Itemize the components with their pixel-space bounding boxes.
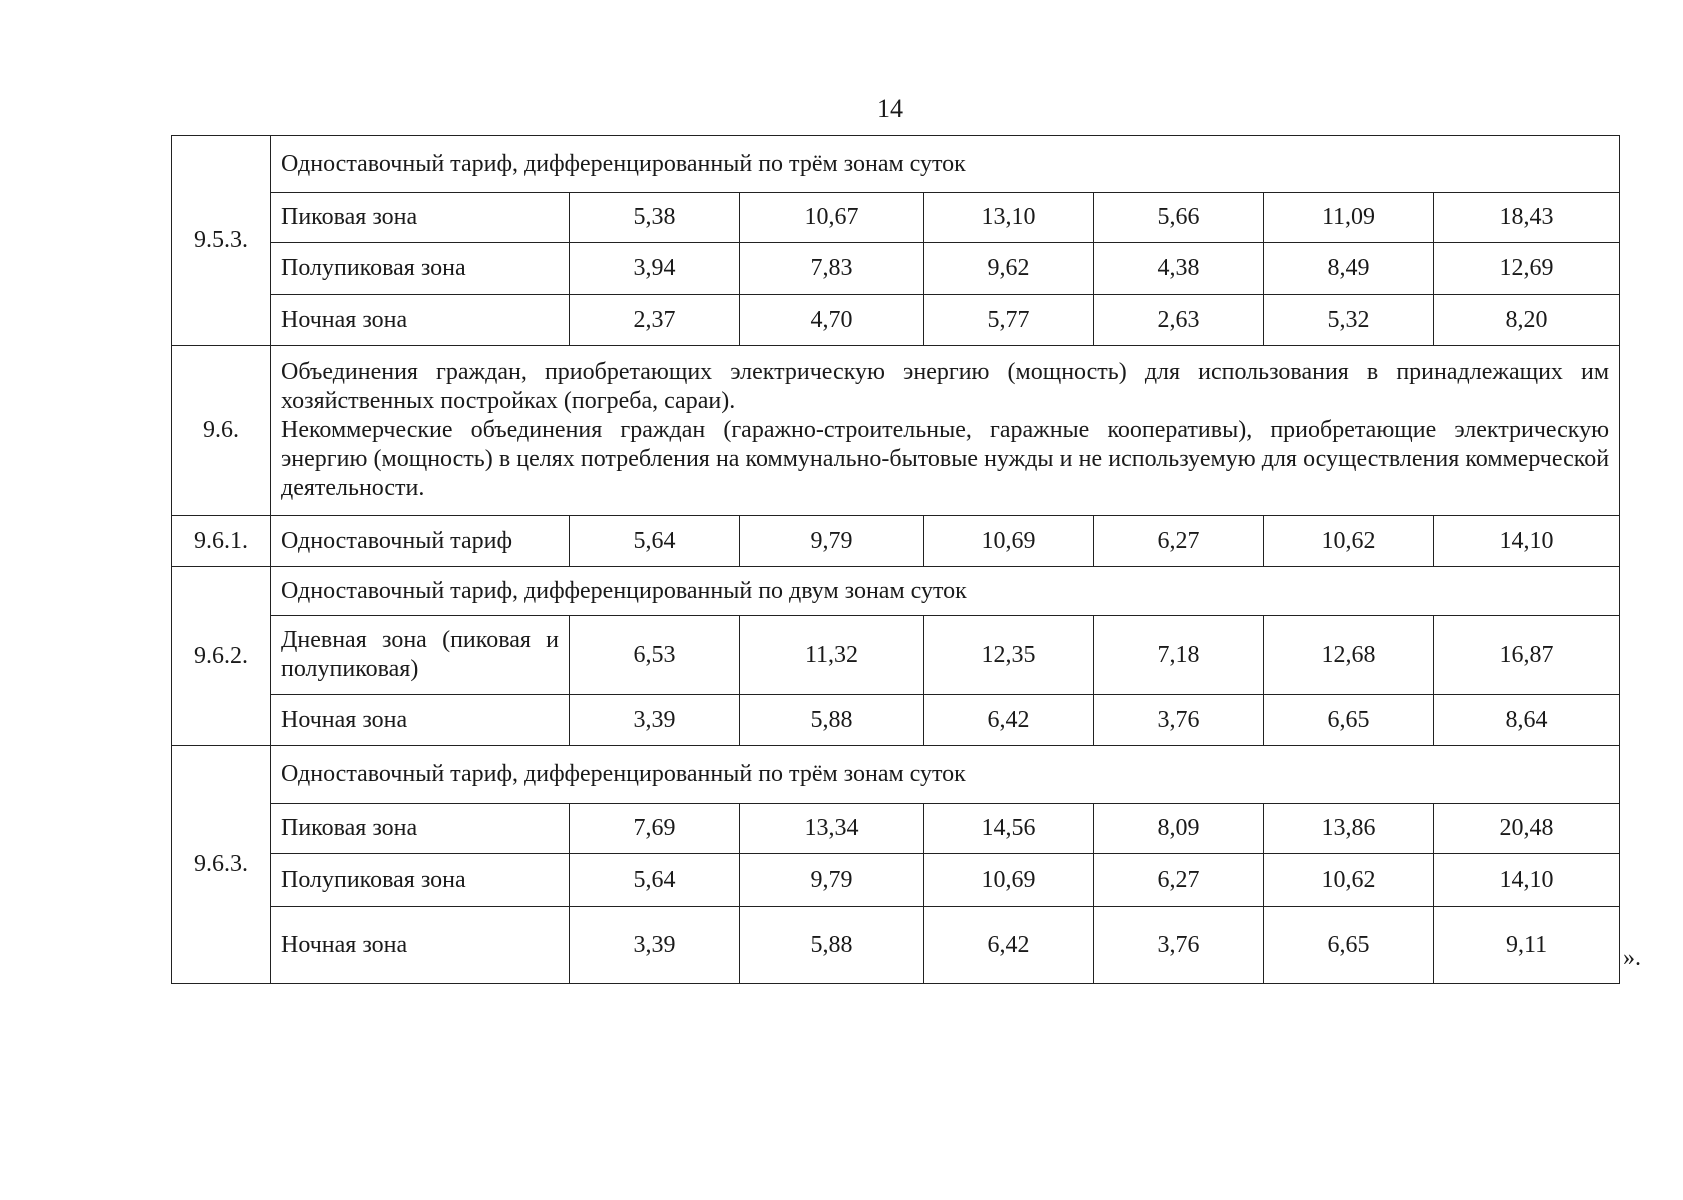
value-cell: 8,49	[1264, 243, 1434, 295]
value-cell: 7,83	[740, 243, 924, 295]
zone-label: Пиковая зона	[271, 804, 570, 854]
table-row	[172, 746, 1620, 804]
value-cell: 4,70	[740, 295, 924, 346]
value-cell: 11,32	[740, 616, 924, 695]
closing-quote-mark: ».	[1623, 945, 1641, 971]
zone-label: Одноставочный тариф	[271, 516, 570, 567]
category-description	[271, 346, 1620, 516]
value-cell: 14,56	[924, 804, 1094, 854]
table-row	[172, 295, 1620, 346]
value-cell: 5,77	[924, 295, 1094, 346]
value-cell: 3,94	[570, 243, 740, 295]
value-cell: 6,27	[1094, 854, 1264, 907]
zone-label: Полупиковая зона	[271, 854, 570, 907]
table-row	[172, 907, 1620, 984]
value-cell: 13,34	[740, 804, 924, 854]
page-number: 14	[877, 94, 903, 123]
value-cell: 10,69	[924, 516, 1094, 567]
value-cell: 3,39	[570, 695, 740, 746]
value-cell: 9,11	[1434, 907, 1620, 984]
value-cell: 8,09	[1094, 804, 1264, 854]
value-cell: 5,38	[570, 193, 740, 243]
tariff-table	[171, 135, 1620, 984]
table-row	[172, 567, 1620, 616]
value-cell: 8,20	[1434, 295, 1620, 346]
zone-label: Пиковая зона	[271, 193, 570, 243]
value-cell: 5,64	[570, 854, 740, 907]
value-cell: 6,53	[570, 616, 740, 695]
value-cell: 9,79	[740, 516, 924, 567]
value-cell: 5,32	[1264, 295, 1434, 346]
table-row	[172, 193, 1620, 243]
tariff-header: Одноставочный тариф, дифференцированный по трём зонам суток	[271, 136, 1620, 193]
value-cell: 9,79	[740, 854, 924, 907]
value-cell: 9,62	[924, 243, 1094, 295]
zone-label: Дневная зона (пиковая и полупиковая)	[271, 616, 570, 695]
value-cell: 5,88	[740, 695, 924, 746]
value-cell: 11,09	[1264, 193, 1434, 243]
zone-label: Полупиковая зона	[271, 243, 570, 295]
table-row	[172, 346, 1620, 516]
row-code: 9.6.1.	[172, 516, 271, 567]
value-cell: 14,10	[1434, 516, 1620, 567]
value-cell: 3,39	[570, 907, 740, 984]
value-cell: 5,88	[740, 907, 924, 984]
value-cell: 12,68	[1264, 616, 1434, 695]
value-cell: 6,65	[1264, 907, 1434, 984]
table-row	[172, 804, 1620, 854]
value-cell: 14,10	[1434, 854, 1620, 907]
value-cell: 16,87	[1434, 616, 1620, 695]
table-row	[172, 854, 1620, 907]
value-cell: 5,66	[1094, 193, 1264, 243]
value-cell: 2,37	[570, 295, 740, 346]
value-cell: 3,76	[1094, 907, 1264, 984]
value-cell: 5,64	[570, 516, 740, 567]
value-cell: 10,67	[740, 193, 924, 243]
row-code: 9.6.2.	[172, 567, 271, 746]
table-row	[172, 516, 1620, 567]
value-cell: 7,18	[1094, 616, 1264, 695]
zone-label: Ночная зона	[271, 695, 570, 746]
value-cell: 8,64	[1434, 695, 1620, 746]
tariff-header: Одноставочный тариф, дифференцированный по двум зонам суток	[271, 567, 1620, 616]
value-cell: 13,10	[924, 193, 1094, 243]
value-cell: 4,38	[1094, 243, 1264, 295]
value-cell: 7,69	[570, 804, 740, 854]
description-paragraph: Некоммерческие объединения граждан (гаражно-строительные, гаражные кооперативы), приобретающие электрическую энергию (мощность) в целях потребления на коммунально-бытовые нужды и не используемую для осуществления коммерческой деятельности.	[281, 417, 1610, 501]
row-code: 9.5.3.	[172, 136, 271, 346]
row-code: 9.6.3.	[172, 746, 271, 984]
value-cell: 3,76	[1094, 695, 1264, 746]
value-cell: 2,63	[1094, 295, 1264, 346]
value-cell: 6,42	[924, 695, 1094, 746]
tariff-header: Одноставочный тариф, дифференцированный по трём зонам суток	[271, 746, 1620, 804]
value-cell: 10,62	[1264, 854, 1434, 907]
value-cell: 6,65	[1264, 695, 1434, 746]
value-cell: 12,69	[1434, 243, 1620, 295]
value-cell: 18,43	[1434, 193, 1620, 243]
description-paragraph: Объединения граждан, приобретающих электрическую энергию (мощность) для использования в принадлежащих им хозяйственных постройках (погреба, сараи).	[281, 359, 1610, 414]
value-cell: 13,86	[1264, 804, 1434, 854]
value-cell: 12,35	[924, 616, 1094, 695]
value-cell: 20,48	[1434, 804, 1620, 854]
table-row	[172, 616, 1620, 695]
zone-label: Ночная зона	[271, 907, 570, 984]
table-row	[172, 695, 1620, 746]
value-cell: 6,27	[1094, 516, 1264, 567]
row-code: 9.6.	[172, 346, 271, 516]
value-cell: 10,69	[924, 854, 1094, 907]
table-row	[172, 243, 1620, 295]
value-cell: 6,42	[924, 907, 1094, 984]
table-row	[172, 136, 1620, 193]
zone-label: Ночная зона	[271, 295, 570, 346]
value-cell: 10,62	[1264, 516, 1434, 567]
